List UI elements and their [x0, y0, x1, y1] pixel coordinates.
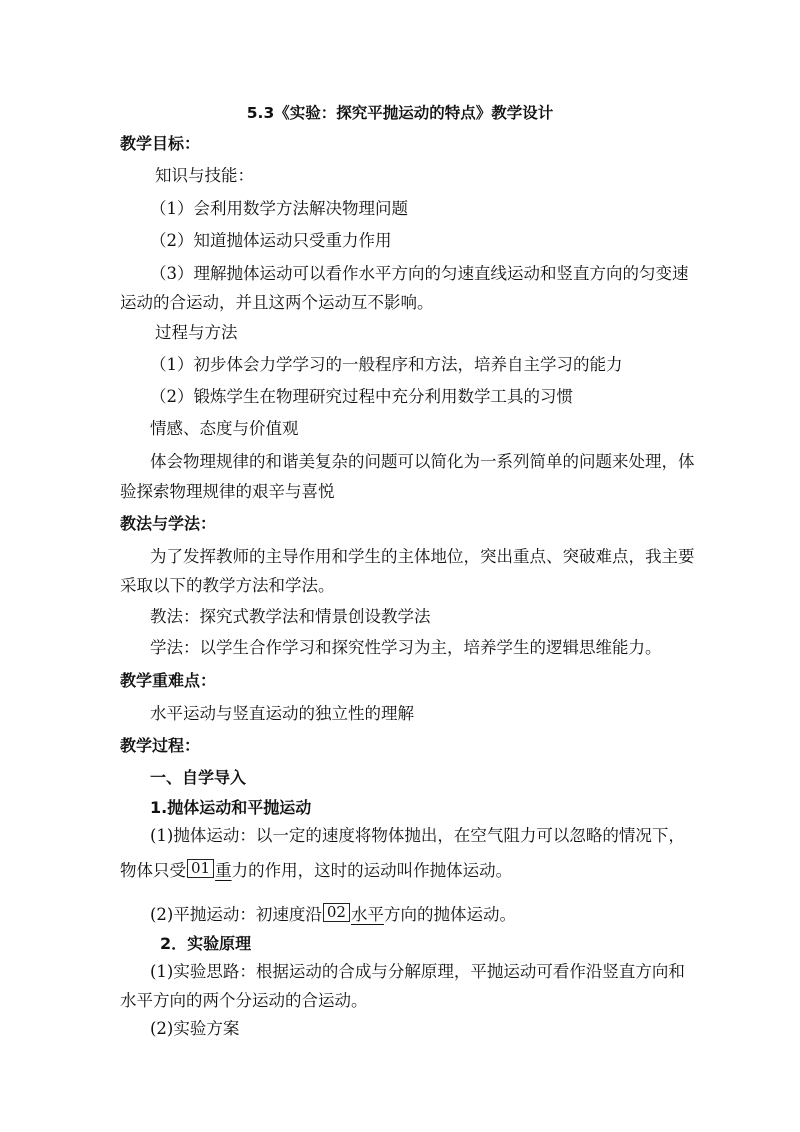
knowledge-item-1: （1）会利用数学方法解决物理问题	[150, 199, 408, 218]
item-2-suffix: 方向的抛体运动。	[383, 905, 516, 924]
methods-intro-line-2: 采取以下的教学方法和学法。	[120, 576, 335, 595]
item-1-suffix: 力的作用，这时的运动叫作抛体运动。	[231, 861, 513, 880]
process-item-2: （2）锻炼学生在物理研究过程中充分利用数学工具的习惯	[150, 387, 573, 406]
emotion-line-1: 体会物理规律的和谐美复杂的问题可以简化为一系列简单的问题来处理，体	[150, 452, 695, 471]
key-points-heading: 教学重难点：	[120, 671, 217, 690]
item-1-line-2	[120, 859, 800, 882]
methods-heading: 教法与学法：	[120, 514, 217, 533]
knowledge-heading: 知识与技能：	[155, 166, 254, 185]
section-self-study: 一、自学导入	[150, 768, 247, 787]
item-2-prefix: (2)平抛运动：初速度沿	[150, 905, 322, 924]
process-heading: 教学过程：	[120, 736, 201, 755]
knowledge-item-2: （2）知道抛体运动只受重力作用	[150, 231, 392, 250]
knowledge-item-3-line-1: （3）理解抛体运动可以看作水平方向的匀速直线运动和竖直方向的匀变速	[150, 264, 689, 283]
learning-method: 学法：以学生合作学习和探究性学习为主，培养学生的逻辑思维能力。	[150, 638, 662, 657]
blank-01-answer: 重	[215, 861, 232, 880]
section-experiment-principle: 2．实验原理	[160, 934, 252, 953]
methods-intro-line-1: 为了发挥教师的主导作用和学生的主体地位，突出重点、突破难点，我主要	[150, 547, 695, 566]
item-1-prefix: 物体只受	[120, 861, 186, 880]
process-method-heading: 过程与方法	[155, 323, 238, 342]
item-1-line-1: (1)抛体运动：以一定的速度将物体抛出，在空气阻力可以忽略的情况下，	[150, 826, 685, 845]
subsection-projectile-motion: 1.抛体运动和平抛运动	[150, 798, 312, 817]
item-2	[150, 903, 800, 926]
item-4: (2)实验方案	[150, 1019, 240, 1038]
emotion-line-2: 验探索物理规律的艰辛与喜悦	[120, 482, 335, 501]
document-title: 5.3《实验：探究平抛运动的特点》教学设计	[246, 104, 554, 122]
knowledge-item-3-line-2: 运动的合运动，并且这两个运动互不影响。	[120, 293, 434, 312]
item-3-line-1: (1)实验思路：根据运动的合成与分解原理，平抛运动可看作沿竖直方向和	[150, 962, 685, 981]
teaching-method: 教法：探究式教学法和情景创设教学法	[150, 607, 431, 626]
item-3-line-2: 水平方向的两个分运动的合运动。	[120, 991, 368, 1010]
blank-02-box: 02	[323, 903, 350, 922]
objectives-heading: 教学目标：	[120, 134, 201, 153]
blank-02-answer: 水平	[350, 905, 384, 924]
emotion-heading: 情感、态度与价值观	[150, 419, 299, 438]
blank-01-box: 01	[187, 859, 214, 878]
process-item-1: （1）初步体会力学学习的一般程序和方法，培养自主学习的能力	[150, 355, 623, 374]
key-points-text: 水平运动与竖直运动的独立性的理解	[150, 704, 414, 723]
